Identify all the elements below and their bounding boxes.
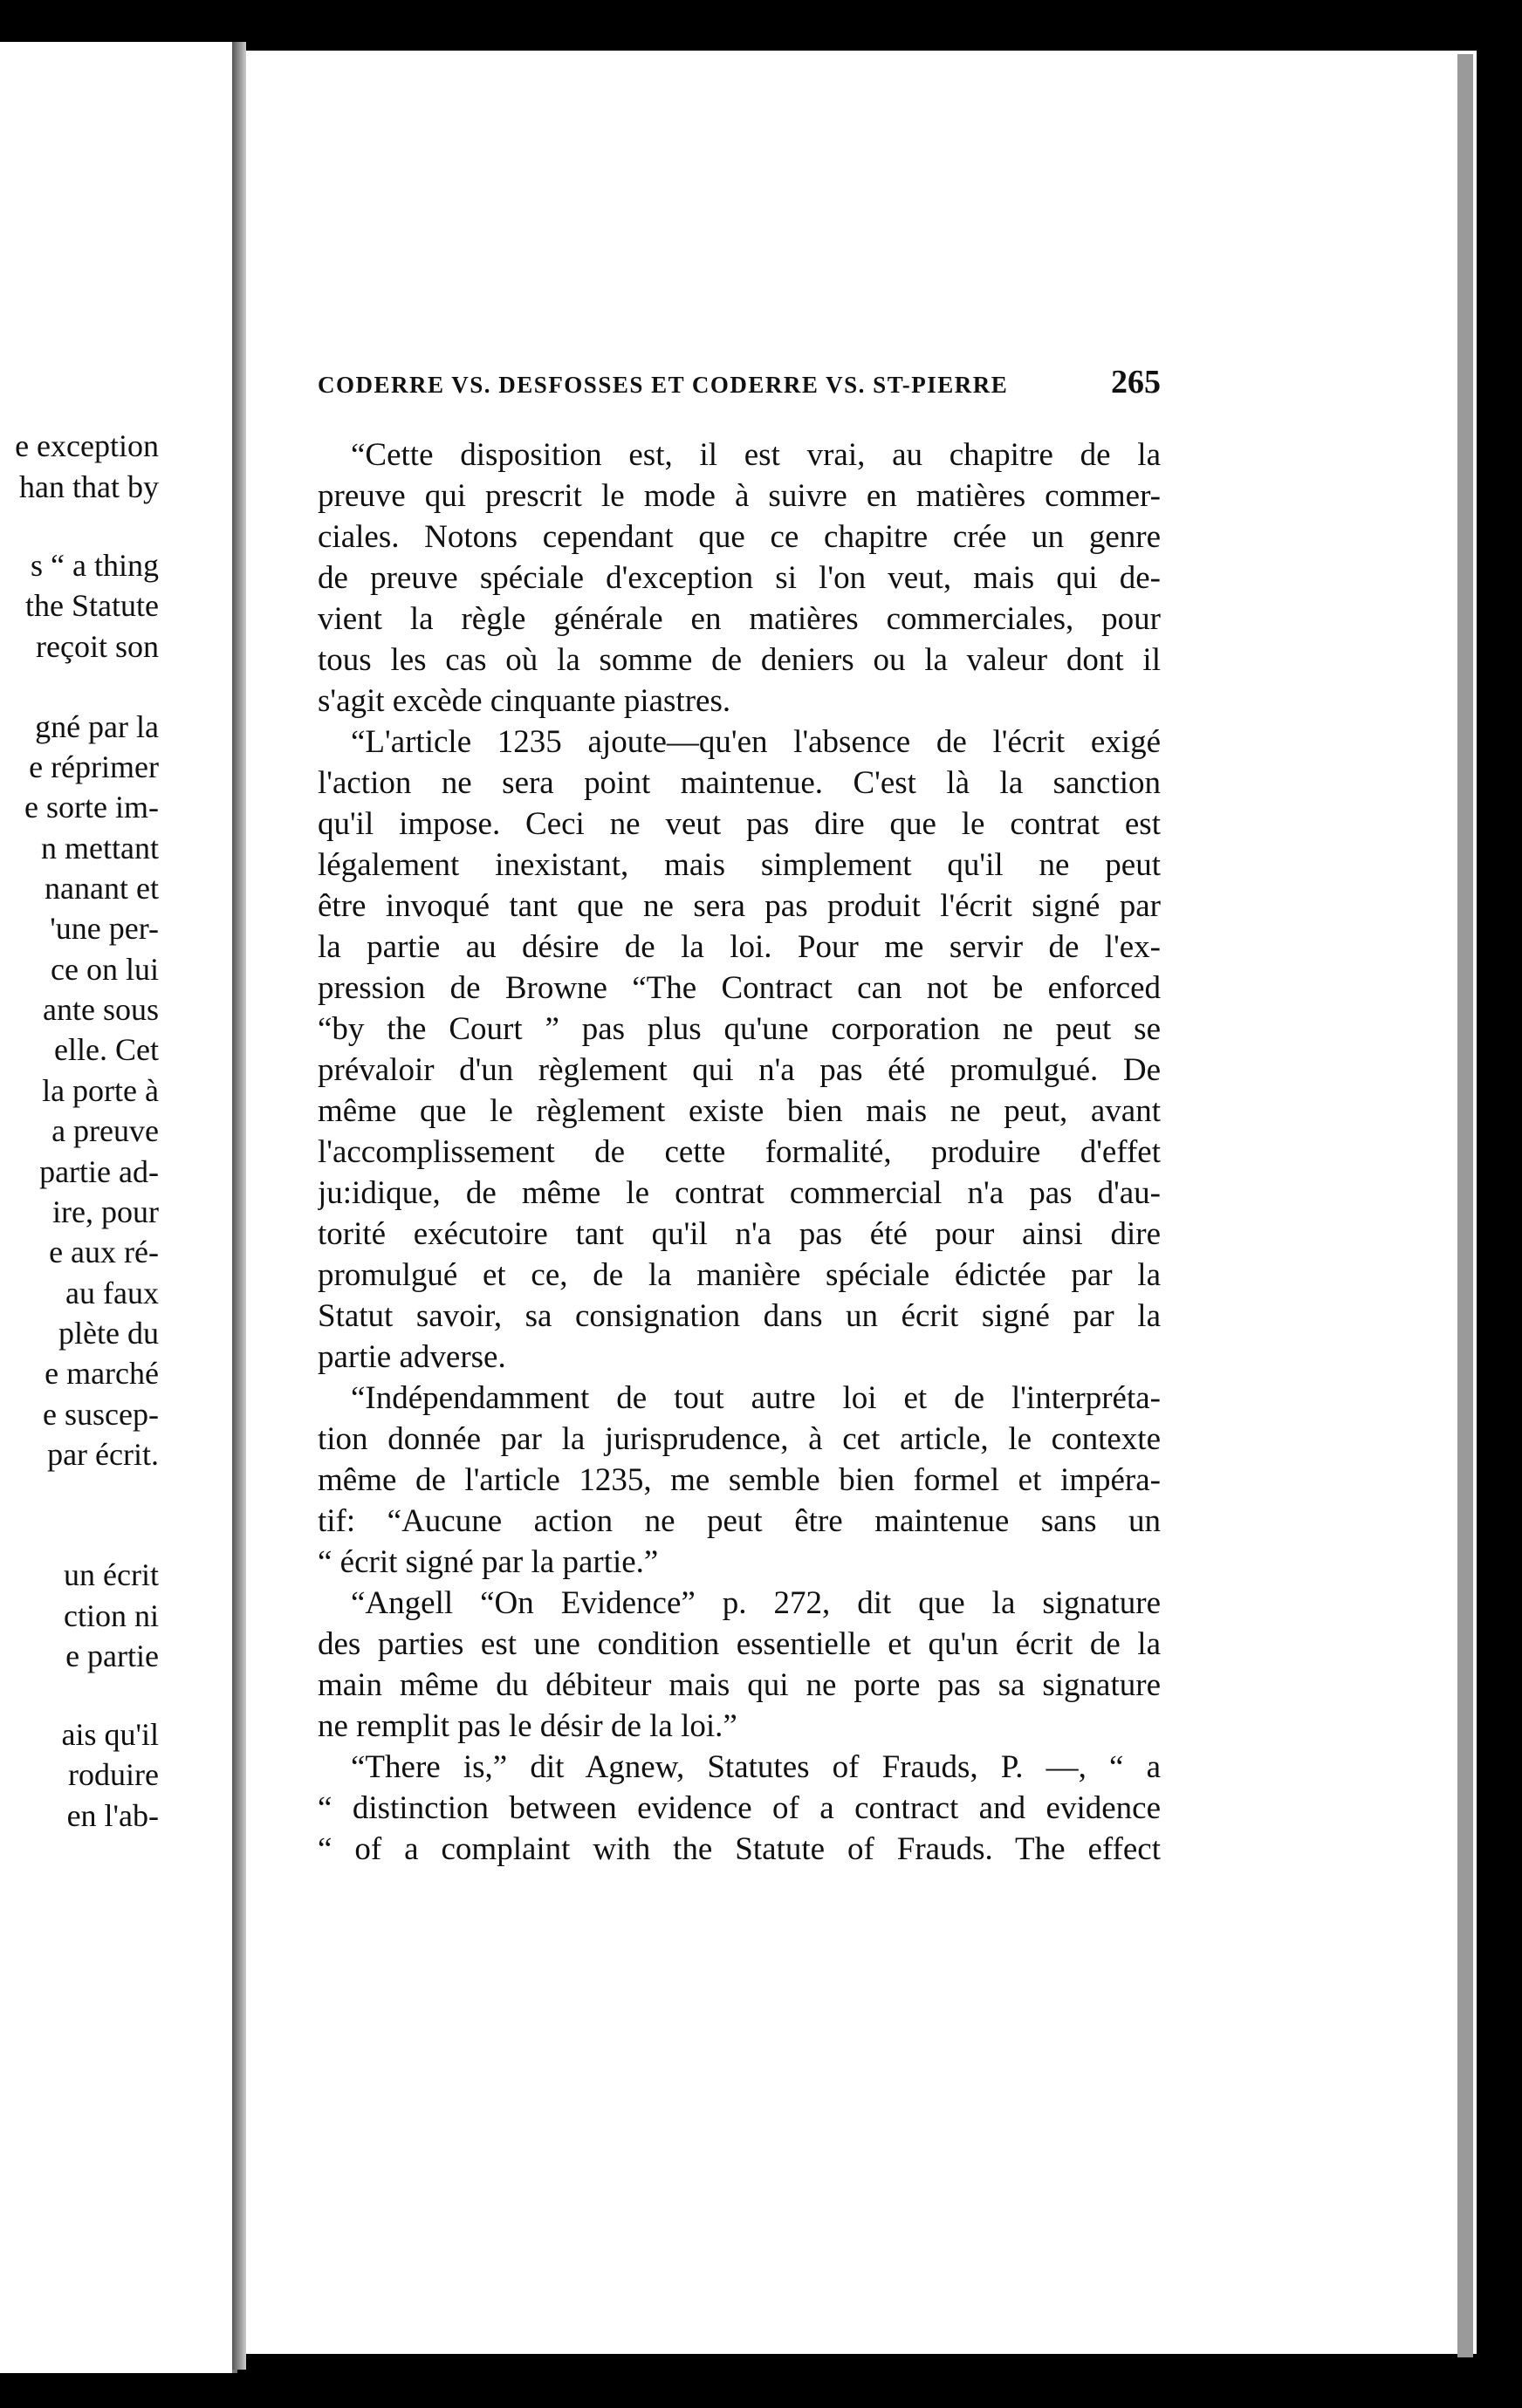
running-header: [318, 363, 1161, 401]
facing-page-line: la porte à: [42, 1073, 159, 1108]
text-line: main même du débiteur mais qui ne porte pas sa signature: [318, 1667, 1161, 1703]
text-line: “Angell “On Evidence” p. 272, dit que la signature: [351, 1585, 1161, 1621]
text-line: tous les cas où la somme de deniers ou la valeur dont il: [318, 642, 1161, 678]
book-gutter: [232, 42, 246, 2370]
text-line: vient la règle générale en matières commerciales, pour: [318, 601, 1161, 637]
text-line: l'accomplissement de cette formalité, produire d'effet: [318, 1134, 1161, 1170]
text-line: tif: “Aucune action ne peut être maintenue sans un: [318, 1503, 1161, 1539]
text-line: “L'article 1235 ajoute—qu'en l'absence de l'écrit exigé: [351, 724, 1161, 760]
text-line: “Cette disposition est, il est vrai, au chapitre de la: [351, 437, 1161, 473]
text-line: ne remplit pas le désir de la loi.”: [318, 1708, 737, 1744]
text-line: Statut savoir, sa consignation dans un écrit signé par la: [318, 1298, 1161, 1334]
text-line: tion donnée par la jurisprudence, à cet article, le contexte: [318, 1421, 1161, 1457]
facing-page-line: elle. Cet: [54, 1032, 159, 1067]
facing-page-line: au faux: [65, 1276, 159, 1310]
body-text: [318, 434, 1161, 1870]
facing-page-line: plète du: [58, 1316, 159, 1351]
text-line: preuve qui prescrit le mode à suivre en matières commer-: [318, 478, 1161, 514]
text-line: “There is,” dit Agnew, Statutes of Frauds, P. —, “ a: [351, 1749, 1161, 1785]
text-line: prévaloir d'un règlement qui n'a pas été promulgué. De: [318, 1052, 1161, 1088]
running-title: CODERRE VS. DESFOSSES ET CODERRE VS. ST-PIERRE: [318, 372, 1009, 398]
text-line: ciales. Notons cependant que ce chapitre crée un genre: [318, 519, 1161, 555]
text-line: promulgué et ce, de la manière spéciale édictée par la: [318, 1257, 1161, 1293]
text-line: même que le règlement existe bien mais ne peut, avant: [318, 1093, 1161, 1129]
text-line: “ distinction between evidence of a contract and evidence: [318, 1790, 1161, 1826]
facing-page-line: roduire: [68, 1757, 159, 1792]
facing-page-line: ce on lui: [51, 952, 159, 987]
facing-page-line: s “ a thing: [31, 548, 159, 583]
text-line: légalement inexistant, mais simplement qu'il ne peut: [318, 847, 1161, 883]
facing-page-line: partie ad-: [39, 1154, 159, 1189]
facing-page-line: ais qu'il: [61, 1717, 159, 1752]
facing-page-line: un écrit: [64, 1557, 159, 1592]
facing-page-line: the Statute: [25, 588, 159, 623]
facing-page-line: e partie: [65, 1638, 159, 1673]
text-line: des parties est une condition essentielle et qu'un écrit de la: [318, 1626, 1161, 1662]
page-number: 265: [1111, 364, 1161, 400]
page-edge-shadow: [1457, 54, 1473, 2357]
facing-page-line: han that by: [19, 469, 159, 504]
text-line: partie adverse.: [318, 1339, 506, 1375]
facing-page-line: ante sous: [43, 992, 159, 1027]
text-line: pression de Browne “The Contract can not be enforced: [318, 970, 1161, 1006]
text-line: qu'il impose. Ceci ne veut pas dire que le contrat est: [318, 806, 1161, 842]
facing-page-line: 'une per-: [50, 911, 159, 946]
facing-page-line: en l'ab-: [66, 1798, 159, 1833]
facing-page: [0, 42, 237, 2373]
facing-page-line: e suscep-: [43, 1397, 159, 1432]
text-line: “ écrit signé par la partie.”: [318, 1544, 659, 1580]
facing-page-line: e exception: [15, 428, 159, 463]
text-line: “ of a complaint with the Statute of Frauds. The effect: [318, 1831, 1161, 1867]
facing-page-line: reçoit son: [36, 629, 159, 664]
facing-page-line: a preuve: [51, 1113, 159, 1148]
facing-page-line: par écrit.: [47, 1437, 159, 1472]
facing-page-line: ire, pour: [52, 1194, 159, 1229]
text-line: “by the Court ” pas plus qu'une corporation ne peut se: [318, 1011, 1161, 1047]
text-line: de preuve spéciale d'exception si l'on veut, mais qui de-: [318, 560, 1161, 596]
text-line: ju:idique, de même le contrat commercial n'a pas d'au-: [318, 1175, 1161, 1211]
facing-page-line: gné par la: [35, 709, 159, 744]
text-line: la partie au désire de la loi. Pour me servir de l'ex-: [318, 929, 1161, 965]
text-line: s'agit excède cinquante piastres.: [318, 683, 731, 719]
text-line: l'action ne sera point maintenue. C'est là la sanction: [318, 765, 1161, 801]
text-line: “Indépendamment de tout autre loi et de l'interpréta-: [351, 1380, 1161, 1416]
facing-page-line: e marché: [45, 1356, 159, 1391]
facing-page-line: n mettant: [41, 831, 159, 865]
text-line: torité exécutoire tant qu'il n'a pas été pour ainsi dire: [318, 1216, 1161, 1252]
facing-page-line: e sorte im-: [24, 790, 159, 824]
facing-page-line: e réprimer: [29, 749, 159, 784]
facing-page-line: ction ni: [64, 1598, 159, 1633]
facing-page-line: nanant et: [45, 871, 159, 906]
text-line: même de l'article 1235, me semble bien formel et impéra-: [318, 1462, 1161, 1498]
facing-page-line: e aux ré-: [49, 1235, 159, 1269]
text-line: être invoqué tant que ne sera pas produit l'écrit signé par: [318, 888, 1161, 924]
